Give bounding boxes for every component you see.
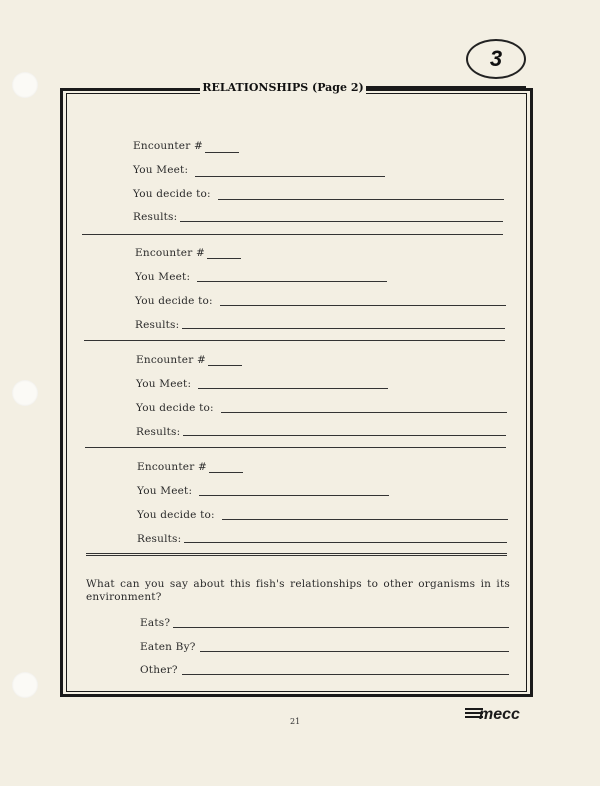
section-double-rule bbox=[86, 553, 507, 556]
punch-hole-middle bbox=[12, 380, 38, 406]
divider bbox=[85, 447, 506, 448]
results-label: Results: bbox=[135, 319, 180, 331]
page-number: 21 bbox=[290, 717, 301, 726]
you-decide-field[interactable] bbox=[218, 199, 504, 200]
eaten-by-field[interactable] bbox=[200, 651, 509, 652]
you-meet-label: You Meet: bbox=[137, 485, 193, 497]
mecc-logo bbox=[465, 703, 535, 723]
encounter-number-field[interactable] bbox=[208, 365, 242, 366]
results-label: Results: bbox=[137, 533, 182, 545]
question-text: What can you say about this fish's relationships to other organisms in its environment? bbox=[86, 578, 510, 603]
other-field[interactable] bbox=[182, 674, 509, 675]
results-field[interactable] bbox=[184, 542, 507, 543]
you-meet-field[interactable] bbox=[198, 388, 388, 389]
eats-field[interactable] bbox=[173, 627, 509, 628]
results-label: Results: bbox=[133, 211, 178, 223]
other-label: Other? bbox=[140, 664, 178, 676]
you-meet-label: You Meet: bbox=[135, 271, 191, 283]
you-meet-field[interactable] bbox=[197, 281, 387, 282]
eats-label: Eats? bbox=[140, 617, 171, 629]
encounter-label: Encounter # bbox=[135, 247, 205, 259]
divider bbox=[84, 340, 505, 341]
you-meet-label: You Meet: bbox=[136, 378, 192, 390]
you-decide-label: You decide to: bbox=[137, 509, 215, 521]
you-meet-label: You Meet: bbox=[133, 164, 189, 176]
you-decide-label: You decide to: bbox=[135, 295, 213, 307]
page-badge: 3 bbox=[466, 39, 526, 79]
you-decide-label: You decide to: bbox=[136, 402, 214, 414]
encounter-label: Encounter # bbox=[137, 461, 207, 473]
page-title: RELATIONSHIPS (Page 2) bbox=[200, 79, 366, 97]
you-meet-field[interactable] bbox=[199, 495, 389, 496]
punch-hole-top bbox=[12, 72, 38, 98]
you-decide-field[interactable] bbox=[220, 305, 506, 306]
encounter-label: Encounter # bbox=[133, 140, 203, 152]
encounter-label: Encounter # bbox=[136, 354, 206, 366]
divider bbox=[82, 234, 503, 235]
results-field[interactable] bbox=[183, 435, 506, 436]
encounter-number-field[interactable] bbox=[207, 258, 241, 259]
results-field[interactable] bbox=[182, 328, 505, 329]
you-meet-field[interactable] bbox=[195, 176, 385, 177]
encounter-number-field[interactable] bbox=[205, 152, 239, 153]
you-decide-field[interactable] bbox=[221, 412, 507, 413]
eaten-by-label: Eaten By? bbox=[140, 641, 196, 653]
results-field[interactable] bbox=[180, 221, 503, 222]
punch-hole-bottom bbox=[12, 672, 38, 698]
results-label: Results: bbox=[136, 426, 181, 438]
you-decide-field[interactable] bbox=[222, 519, 508, 520]
you-decide-label: You decide to: bbox=[133, 188, 211, 200]
logo-text: mecc bbox=[479, 706, 520, 723]
encounter-number-field[interactable] bbox=[209, 472, 243, 473]
title-rule bbox=[366, 86, 526, 90]
